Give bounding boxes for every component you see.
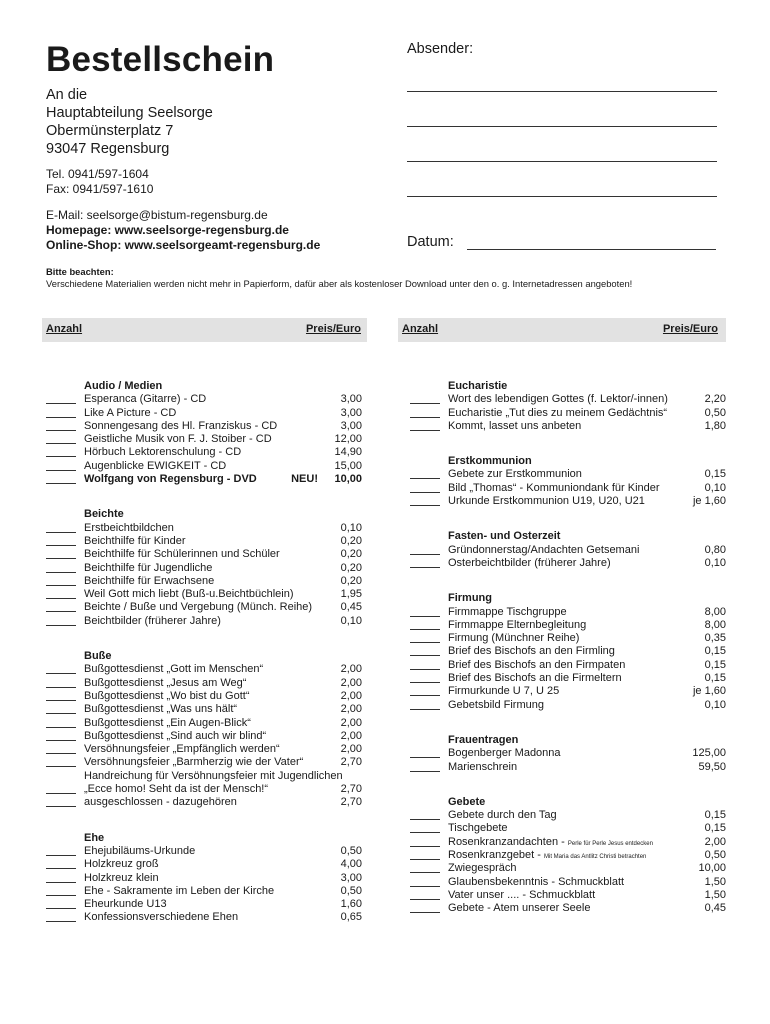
order-row [410,685,726,698]
quantity-field[interactable] [46,700,76,701]
quantity-field[interactable] [46,545,76,546]
quantity-field[interactable] [46,687,76,688]
item-name: Bußgottesdienst „Sind auch wir blind“ [84,729,267,742]
item-name: „Ecce homo! Seht da ist der Mensch!“ [84,783,269,796]
column-header-right [398,318,726,342]
quantity-field[interactable] [46,713,76,714]
section-title: Frauentragen [448,733,519,746]
item-name: Ehejubiläums-Urkunde [84,844,196,857]
address-line: Hauptabteilung Seelsorge [46,105,213,121]
item-price: je 1,60 [692,495,726,508]
order-row [410,862,726,875]
item-price: 2,70 [340,796,362,809]
order-row [46,601,362,614]
section-title: Fasten- und Osterzeit [448,530,561,543]
quantity-field[interactable] [46,673,76,674]
item-name: Geistliche Musik von F. J. Stoiber - CD [84,433,272,446]
address-line: An die [46,87,88,103]
item-price: 0,10 [704,481,726,494]
order-row [46,911,362,924]
left-order-column [46,380,362,925]
item-name: Gebete zur Erstkommunion [448,468,582,481]
order-row [410,393,726,406]
item-price: 12,00 [334,433,362,446]
fax-number: Fax: 0941/597-1610 [46,182,154,196]
quantity-field[interactable] [410,492,440,493]
item-name: Marienschrein [448,760,518,773]
email-address: E-Mail: seelsorge@bistum-regensburg.de [46,208,268,222]
order-row [410,606,726,619]
order-row [410,557,726,570]
quantity-field[interactable] [410,846,440,847]
item-price: 1,50 [704,875,726,888]
homepage-link[interactable]: Homepage: www.seelsorge-regensburg.de [46,223,289,237]
item-price: 2,00 [340,729,362,742]
price-header: Preis/Euro [662,323,718,335]
item-name: Beichte / Buße und Vergebung (Münch. Reihe) [84,601,313,614]
order-row [46,588,362,601]
item-name: Wolfgang von Regensburg - DVD [84,473,257,486]
column-header-left [42,318,367,342]
item-price: 2,00 [340,689,362,702]
quantity-field[interactable] [46,855,76,856]
item-price: 1,50 [704,888,726,901]
item-price: 0,15 [704,809,726,822]
quantity-field[interactable] [46,430,76,431]
sender-field-line[interactable] [407,196,717,197]
quantity-field[interactable] [46,753,76,754]
item-name: Bußgottesdienst „Ein Augen-Blick“ [84,716,251,729]
item-price: 0,10 [340,521,362,534]
order-row [46,717,362,730]
order-row [46,522,362,535]
quantity-field[interactable] [46,611,76,612]
sender-field-line[interactable] [407,161,717,162]
quantity-field[interactable] [46,895,76,896]
quantity-field[interactable] [410,554,440,555]
quantity-field[interactable] [410,430,440,431]
quantity-field[interactable] [410,859,440,860]
date-field-line[interactable] [467,249,716,250]
order-row [410,468,726,481]
order-row [46,663,362,676]
quantity-field[interactable] [410,629,440,630]
quantity-field[interactable] [410,912,440,913]
order-row [410,876,726,889]
item-price: 0,15 [704,822,726,835]
quantity-field[interactable] [46,572,76,573]
item-name: Brief des Bischofs an die Firmeltern [448,672,622,685]
item-price: 1,95 [340,588,362,601]
item-name: Beichthilfe für Schülerinnen und Schüler [84,548,280,561]
quantity-field[interactable] [46,793,76,794]
item-note: Perle für Perle Jesus entdecken [567,840,653,847]
order-row [410,495,726,508]
recipient-address [46,86,213,158]
item-name: Erstbeichtbildchen [84,521,174,534]
item-price: 125,00 [692,747,726,760]
right-order-column [410,380,726,916]
notice-text: Verschiedene Materialien werden nicht mehr in Papierform, dafür aber als kostenloser Download unter den o. g. Internetadressen angeboten! [46,278,633,289]
item-price: 3,00 [340,871,362,884]
notice [46,266,632,290]
item-price: 2,00 [340,743,362,756]
item-price: 0,50 [340,884,362,897]
order-row [46,420,362,433]
item-name: Bußgottesdienst „Jesus am Weg“ [84,676,247,689]
order-row [410,544,726,557]
item-price: 3,00 [340,419,362,432]
item-price: 1,60 [340,898,362,911]
item-price: 0,20 [340,561,362,574]
order-row [410,420,726,433]
item-price: 0,45 [340,601,362,614]
price-header: Preis/Euro [305,323,361,335]
quantity-field[interactable] [46,598,76,599]
quantity-field[interactable] [46,868,76,869]
quantity-field[interactable] [410,505,440,506]
order-row [46,615,362,628]
order-row [46,690,362,703]
address-line: Obermünsterplatz 7 [46,123,174,139]
item-name: ausgeschlossen - dazugehören [84,796,237,809]
order-row [46,393,362,406]
quantity-field[interactable] [46,417,76,418]
order-row [410,659,726,672]
quantity-field[interactable] [410,669,440,670]
quantity-field[interactable] [46,727,76,728]
order-row [46,548,362,561]
order-row [46,756,362,769]
item-name: Urkunde Erstkommunion U19, U20, U21 [448,495,645,508]
order-row [46,783,362,796]
item-price: 0,35 [704,632,726,645]
quantity-field[interactable] [410,899,440,900]
item-name: Vater unser .... - Schmuckblatt [448,888,596,901]
order-row [46,562,362,575]
item-name: Bußgottesdienst „Wo bist du Gott“ [84,689,250,702]
item-name: Firmurkunde U 7, U 25 [448,685,560,698]
item-price: 2,20 [704,393,726,406]
item-name: Beichtbilder (früherer Jahre) [84,614,221,627]
item-price: 0,45 [704,902,726,915]
sender-field-line[interactable] [407,91,717,92]
quantity-field[interactable] [410,403,440,404]
item-name: Weil Gott mich liebt (Buß-u.Beichtbüchlein) [84,588,294,601]
order-row [410,747,726,760]
phone-block [46,167,153,197]
order-row [410,699,726,712]
item-name: Sonnengesang des Hl. Franziskus - CD [84,419,278,432]
quantity-field[interactable] [46,585,76,586]
quantity-field[interactable] [46,740,76,741]
subheading-row [46,770,362,783]
contact-block [46,208,320,253]
item-name: Esperanca (Gitarre) - CD [84,393,207,406]
order-row [46,433,362,446]
item-name: Konfessionsverschiedene Ehen [84,911,239,924]
quantity-field[interactable] [46,558,76,559]
quantity-field[interactable] [410,417,440,418]
item-name: Gebete durch den Tag [448,809,557,822]
quantity-field[interactable] [410,682,440,683]
qty-header: Anzahl [402,323,439,335]
item-price: 8,00 [704,605,726,618]
date-label: Datum: [407,234,454,250]
order-row [46,703,362,716]
quantity-field[interactable] [46,443,76,444]
item-price: 0,10 [340,614,362,627]
quantity-field[interactable] [46,766,76,767]
item-price: 2,00 [340,716,362,729]
item-name: Bußgottesdienst „Was uns hält“ [84,703,238,716]
item-price: 0,10 [704,556,726,569]
order-row [410,645,726,658]
quantity-field[interactable] [410,567,440,568]
order-row [410,849,726,862]
item-price: 0,80 [704,543,726,556]
item-price: 0,20 [340,548,362,561]
order-row [46,535,362,548]
quantity-field[interactable] [46,806,76,807]
subheading: Handreichung für Versöhnungsfeier mit Jugendlichen [84,769,343,782]
section-title: Gebete [448,795,486,808]
quantity-field[interactable] [410,709,440,710]
order-row [410,822,726,835]
page-title: Bestellschein [46,40,275,79]
item-name: Bogenberger Madonna [448,747,561,760]
item-price: 2,00 [704,835,726,848]
item-name: Zwiegespräch [448,862,517,875]
item-price: 10,00 [698,862,726,875]
item-name: Bußgottesdienst „Gott im Menschen“ [84,663,264,676]
quantity-field[interactable] [410,757,440,758]
item-price: je 1,60 [692,685,726,698]
order-row [410,809,726,822]
item-name: Glaubensbekenntnis - Schmuckblatt [448,875,625,888]
item-price: 0,20 [340,574,362,587]
order-row [410,889,726,902]
item-name: Versöhnungsfeier „Empfänglich werden“ [84,743,280,756]
order-row [410,632,726,645]
order-row [410,902,726,915]
order-row [410,482,726,495]
item-name: Beichthilfe für Jugendliche [84,561,213,574]
section-title: Ehe [84,831,105,844]
order-row [46,796,362,809]
item-price: 0,50 [704,406,726,419]
online-shop-link[interactable]: Online-Shop: www.seelsorgeamt-regensburg.de [46,238,321,252]
item-title: Rosenkranzgebet - [448,849,541,862]
item-name: Brief des Bischofs an den Firmpaten [448,658,626,671]
item-price: 2,00 [340,703,362,716]
item-name: Holzkreuz groß [84,858,159,871]
item-price: 8,00 [704,618,726,631]
item-name: Like A Picture - CD [84,406,177,419]
item-price: 0,15 [704,672,726,685]
item-price: 15,00 [334,459,362,472]
quantity-field[interactable] [410,886,440,887]
phone-number: Tel. 0941/597-1604 [46,167,149,181]
item-name: Hörbuch Lektorenschulung - CD [84,446,242,459]
item-name: Eheurkunde U13 [84,898,167,911]
order-row [46,473,362,486]
item-name: Osterbeichtbilder (früherer Jahre) [448,556,611,569]
order-row [410,761,726,774]
quantity-field[interactable] [46,403,76,404]
item-price: 2,00 [340,676,362,689]
order-row [46,845,362,858]
quantity-field[interactable] [410,642,440,643]
item-name: Ehe - Sakramente im Leben der Kirche [84,884,275,897]
quantity-field[interactable] [46,456,76,457]
item-name: Gründonnerstag/Andachten Getsemani [448,543,640,556]
item-price: 2,70 [340,783,362,796]
quantity-field[interactable] [410,771,440,772]
item-price: 1,80 [704,419,726,432]
item-name: Gebetsbild Firmung [448,698,544,711]
section-title: Firmung [448,592,492,605]
section-title: Eucharistie [448,380,508,392]
section-title: Buße [84,650,112,663]
section-title: Erstkommunion [448,455,532,468]
quantity-field[interactable] [46,483,76,484]
item-name: Gebete - Atem unserer Seele [448,902,591,915]
item-price: 3,00 [340,393,362,406]
item-price: 0,10 [704,698,726,711]
order-row [410,672,726,685]
quantity-field[interactable] [410,478,440,479]
section-title: Audio / Medien [84,380,163,392]
quantity-field[interactable] [410,616,440,617]
item-name: Beichthilfe für Erwachsene [84,574,215,587]
order-row [46,407,362,420]
order-row [46,885,362,898]
new-badge: NEU! [291,473,318,486]
item-price: 4,00 [340,858,362,871]
item-name: Firmung (Münchner Reihe) [448,632,580,645]
item-price: 14,90 [334,446,362,459]
quantity-field[interactable] [46,921,76,922]
item-price: 10,00 [334,473,362,486]
order-row [410,407,726,420]
order-row [410,836,726,849]
item-name: Beichthilfe für Kinder [84,534,186,547]
item-name: Eucharistie „Tut dies zu meinem Gedächtnis“ [448,406,668,419]
quantity-field[interactable] [410,872,440,873]
sender-field-line[interactable] [407,126,717,127]
sender-label: Absender: [407,41,474,57]
quantity-field[interactable] [410,695,440,696]
item-price: 0,15 [704,468,726,481]
item-price: 3,00 [340,406,362,419]
order-row [46,743,362,756]
order-row [410,619,726,632]
order-row [46,858,362,871]
item-price: 0,50 [704,849,726,862]
item-price: 2,70 [340,756,362,769]
item-note: Mit Maria das Antlitz Christi betrachten [544,854,647,861]
quantity-field[interactable] [410,819,440,820]
quantity-field[interactable] [46,470,76,471]
item-name: Wort des lebendigen Gottes (f. Lektor/-innen) [448,393,668,406]
item-name: Firmmappe Elternbegleitung [448,618,587,631]
item-name: Kommt, lasset uns anbeten [448,419,582,432]
order-row [46,446,362,459]
item-price: 0,15 [704,645,726,658]
item-title: Rosenkranzandachten - [448,835,565,848]
address-line: 93047 Regensburg [46,141,170,157]
quantity-field[interactable] [410,832,440,833]
order-row [46,730,362,743]
quantity-field[interactable] [46,532,76,533]
order-row [46,575,362,588]
item-price: 0,65 [340,911,362,924]
quantity-field[interactable] [410,655,440,656]
item-name: Brief des Bischofs an den Firmling [448,645,615,658]
order-row [46,677,362,690]
item-price: 59,50 [698,760,726,773]
section-title: Beichte [84,508,124,521]
qty-header: Anzahl [46,323,83,335]
item-price: 2,00 [340,663,362,676]
order-row [46,872,362,885]
item-name: Firmmappe Tischgruppe [448,605,567,618]
item-name: Versöhnungsfeier „Barmherzig wie der Vater“ [84,756,304,769]
item-price: 0,50 [340,844,362,857]
order-row [46,898,362,911]
item-name: Augenblicke EWIGKEIT - CD [84,459,227,472]
quantity-field[interactable] [46,908,76,909]
order-row [46,460,362,473]
quantity-field[interactable] [46,625,76,626]
item-name: Bild „Thomas“ - Kommuniondank für Kinder [448,481,660,494]
quantity-field[interactable] [46,882,76,883]
item-price: 0,15 [704,658,726,671]
item-name: Holzkreuz klein [84,871,159,884]
item-name: Tischgebete [448,822,508,835]
notice-title: Bitte beachten: [46,266,114,277]
item-price: 0,20 [340,534,362,547]
